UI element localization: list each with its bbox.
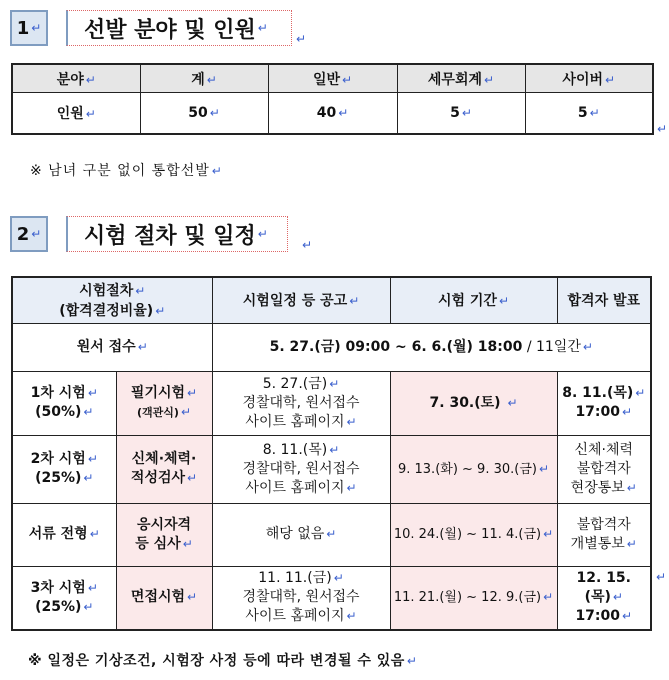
stage-label: 2차 시험 ↵ (25%) ↵ <box>12 435 116 503</box>
exam-type: 신체·체력· 적성검사 ↵ <box>116 435 212 503</box>
value-cyber: 5 ↵ <box>525 93 653 135</box>
stage-label: 3차 시험 ↵ (25%) ↵ <box>12 566 116 630</box>
return-mark-icon: ↵ <box>296 32 307 46</box>
section-1-number: 1 ↵ <box>10 10 48 46</box>
value-tax-accounting: 5 ↵ <box>397 93 525 135</box>
header-period: 시험 기간 ↵ <box>390 277 557 323</box>
table-row <box>12 93 653 135</box>
header-procedure: 시험절차 ↵ (합격결정비율) ↵ <box>12 277 212 323</box>
application-label: 원서 접수 ↵ <box>12 323 212 371</box>
application-row <box>12 323 651 371</box>
return-mark-icon: ↵ <box>302 238 313 252</box>
application-period: 5. 27.(금) 09:00 ~ 6. 6.(월) 18:00 / 11일간 ↵ <box>212 323 651 371</box>
result-cell: 불합격자 개별통보 ↵ <box>557 503 651 566</box>
exam-type: 필기시험 ↵ (객관식) ↵ <box>116 371 212 435</box>
note-schedule-change: ※ 일정은 기상조건, 시험장 사정 등에 따라 변경될 수 있음 ↵ <box>28 653 418 669</box>
note-integrated-selection: ※ 남녀 구분 없이 통합선발 ↵ <box>30 163 223 179</box>
header-general: 일반 ↵ <box>268 64 397 93</box>
notice-cell: 5. 27.(금) ↵ 경찰대학, 원서접수 사이트 홈페이지 ↵ <box>212 371 390 435</box>
period-cell: 7. 30.(토) ↵ <box>390 371 557 435</box>
recruitment-table <box>11 63 654 135</box>
notice-cell: 8. 11.(목) ↵ 경찰대학, 원서접수 사이트 홈페이지 ↵ <box>212 435 390 503</box>
return-mark-icon: ↵ <box>657 122 668 136</box>
value-total: 50 ↵ <box>140 93 268 135</box>
section-2-title: 시험 절차 및 일정 ↵ <box>66 216 288 252</box>
section-2-number: 2 ↵ <box>10 216 48 252</box>
section-1-title: 선발 분야 및 인원 ↵ <box>66 10 292 46</box>
table-row <box>12 503 651 566</box>
exam-schedule-table <box>11 276 652 631</box>
header-field: 분야 ↵ <box>12 64 140 93</box>
header-cyber: 사이버 ↵ <box>525 64 653 93</box>
exam-type: 응시자격 등 심사 ↵ <box>116 503 212 566</box>
period-cell: 9. 13.(화) ~ 9. 30.(금) ↵ <box>390 435 557 503</box>
header-notice: 시험일정 등 공고 ↵ <box>212 277 390 323</box>
table-header-row <box>12 64 653 93</box>
exam-type: 면접시험 ↵ <box>116 566 212 630</box>
return-mark-icon: ↵ <box>656 570 667 584</box>
period-cell: 11. 21.(월) ~ 12. 9.(금) ↵ <box>390 566 557 630</box>
result-cell: 신체·체력 불합격자 현장통보 ↵ <box>557 435 651 503</box>
stage-label: 서류 전형 ↵ <box>12 503 116 566</box>
table-row <box>12 435 651 503</box>
header-tax-accounting: 세무회계 ↵ <box>397 64 525 93</box>
notice-cell: 11. 11.(금) ↵ 경찰대학, 원서접수 사이트 홈페이지 ↵ <box>212 566 390 630</box>
notice-cell: 해당 없음 ↵ <box>212 503 390 566</box>
stage-label: 1차 시험 ↵ (50%) ↵ <box>12 371 116 435</box>
table-header-row <box>12 277 651 323</box>
header-total: 계 ↵ <box>140 64 268 93</box>
table-row <box>12 371 651 435</box>
result-cell: 8. 11.(목) ↵ 17:00 ↵ <box>557 371 651 435</box>
row-label-headcount: 인원 ↵ <box>12 93 140 135</box>
result-cell: 12. 15.(목) ↵ 17:00 ↵ <box>557 566 651 630</box>
header-result: 합격자 발표 <box>557 277 651 323</box>
value-general: 40 ↵ <box>268 93 397 135</box>
table-row <box>12 566 651 630</box>
period-cell: 10. 24.(월) ~ 11. 4.(금) ↵ <box>390 503 557 566</box>
